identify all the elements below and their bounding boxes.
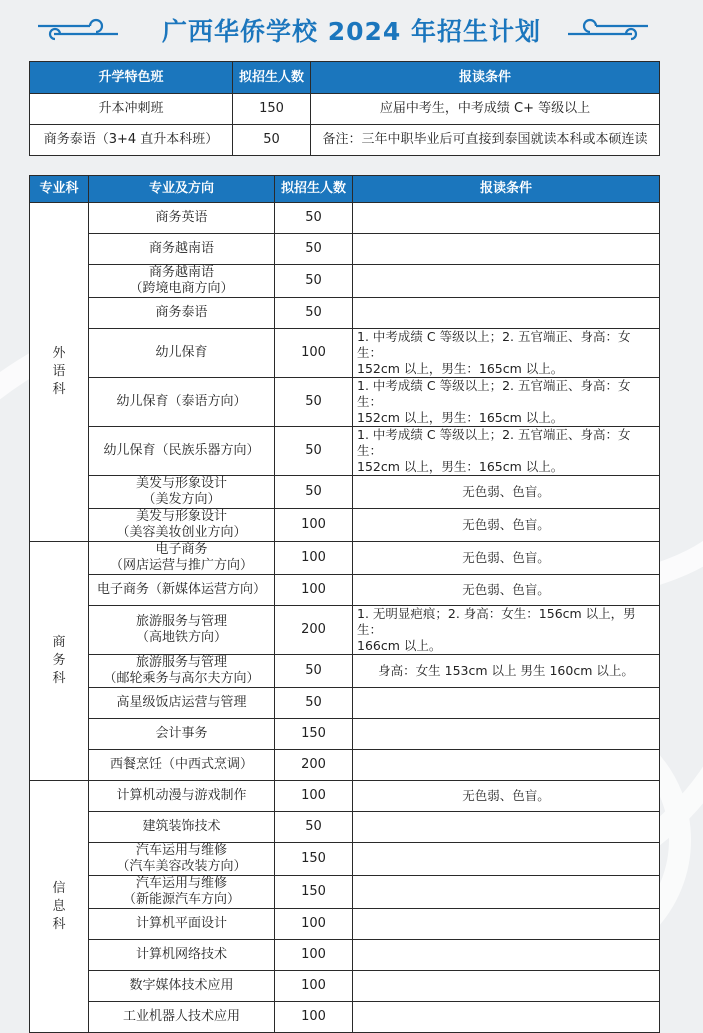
major-name [89,509,275,542]
requirement: 备注：三年中职毕业后可直接到泰国就读本科或本硕连读 [311,125,660,156]
table-row [30,606,660,655]
department-char: 外 [52,346,66,361]
requirement [353,971,660,1002]
requirement [353,688,660,719]
major-line: （美容美妆创业方向） [116,525,247,540]
table-row [30,542,660,575]
major-name [89,476,275,509]
enroll-count: 150 [275,843,353,876]
requirement [353,1002,660,1033]
class-name: 商务泰语（3+4 直升本科班） [30,125,233,156]
department-char: 信 [52,880,66,896]
major-line: 商务泰语 [155,305,208,320]
major-line: （美发方向） [142,492,221,507]
table-row [30,719,660,750]
table-row [30,781,660,812]
enrollment-plan-table [29,175,660,1033]
requirement [353,876,660,909]
column-header: 拟招生人数 [275,176,353,203]
major-line: 计算机平面设计 [135,916,227,931]
table-row [30,575,660,606]
table-row [30,94,660,125]
major-line: 幼儿保育（民族乐器方向） [103,443,260,458]
requirement [353,265,660,298]
enroll-count: 50 [275,265,353,298]
major-name [89,1002,275,1033]
special-class-table [29,61,660,156]
requirement [353,940,660,971]
major-name [89,940,275,971]
major-name [89,427,275,476]
requirement-line: 无色弱、色盲。 [462,582,550,597]
requirement-line: 身高：女生 153cm 以上 男生 160cm 以上。 [378,663,634,678]
table-row [30,298,660,329]
enroll-count: 50 [233,125,311,156]
requirement [353,329,660,378]
enroll-count: 50 [275,203,353,234]
table-row [30,876,660,909]
major-name [89,688,275,719]
column-header: 报读条件 [311,62,660,94]
requirement [353,750,660,781]
department-char: 科 [52,671,66,686]
enroll-count: 50 [275,378,353,427]
major-name [89,265,275,298]
major-line: 美发与形象设计 [135,476,227,491]
requirement [353,843,660,876]
major-line: 建筑装饰技术 [142,819,221,834]
requirement-line: 无色弱、色盲。 [462,484,550,499]
cloud-ornament-right-icon [566,14,652,44]
table-row [30,203,660,234]
table-row [30,427,660,476]
requirement [353,909,660,940]
major-line: 旅游服务与管理 [135,655,227,670]
enroll-count: 150 [275,719,353,750]
table-row [30,476,660,509]
requirement: 应届中考生，中考成绩 C+ 等级以上 [311,94,660,125]
major-name [89,542,275,575]
major-line: 美发与形象设计 [135,509,227,524]
enroll-count: 200 [275,606,353,655]
major-name [89,378,275,427]
enroll-count: 100 [275,781,353,812]
major-line: 汽车运用与维修 [135,876,227,891]
table-row [30,125,660,156]
enroll-count: 100 [275,909,353,940]
department-name [30,203,89,542]
enroll-count: 100 [275,1002,353,1033]
department-char: 科 [52,382,66,397]
major-line: （网店运营与推广方向） [109,558,253,573]
table-row [30,812,660,843]
requirement-line: 152cm 以上，男生：165cm 以上。 [357,459,564,474]
table-row [30,329,660,378]
enroll-count: 50 [275,476,353,509]
enroll-count: 100 [275,971,353,1002]
department-char: 商 [52,635,66,650]
requirement [353,509,660,542]
major-name [89,812,275,843]
major-name [89,655,275,688]
major-line: 幼儿保育（泰语方向） [116,394,247,409]
major-line: 电子商务（新媒体运营方向） [96,582,266,597]
enroll-count: 150 [275,876,353,909]
requirement [353,606,660,655]
class-name: 升本冲刺班 [30,94,233,125]
major-name [89,298,275,329]
major-line: 幼儿保育 [155,345,208,360]
department-char: 科 [52,916,66,932]
table-row [30,750,660,781]
major-name [89,781,275,812]
table-row [30,234,660,265]
requirement [353,234,660,265]
table-row [30,1002,660,1033]
major-name [89,909,275,940]
requirement [353,476,660,509]
major-line: 计算机网络技术 [135,947,227,962]
enroll-count: 50 [275,655,353,688]
major-line: （新能源汽车方向） [122,892,240,907]
major-line: 会计事务 [155,726,208,741]
department-char: 语 [52,364,66,379]
table-row [30,655,660,688]
enroll-count: 50 [275,427,353,476]
major-line: （邮轮乘务与高尔夫方向） [103,671,260,686]
major-line: 商务越南语 [148,265,214,280]
major-name [89,575,275,606]
table-row [30,971,660,1002]
requirement-line: 1. 无明显疤痕；2. 身高：女生：156cm 以上，男生： [357,606,636,637]
requirement [353,542,660,575]
major-line: 西餐烹饪（中西式烹调） [109,757,253,772]
major-name [89,971,275,1002]
table-row [30,909,660,940]
requirement [353,575,660,606]
table-row [30,688,660,719]
page-header [0,0,703,58]
table-header-row [30,176,660,203]
major-line: 商务越南语 [148,241,214,256]
column-header: 报读条件 [353,176,660,203]
major-line: （跨境电商方向） [129,281,234,296]
major-line: 旅游服务与管理 [135,614,227,629]
requirement-line: 166cm 以上。 [357,638,442,653]
enroll-count: 150 [233,94,311,125]
requirement [353,427,660,476]
requirement-line: 152cm 以上，男生：165cm 以上。 [357,410,564,425]
major-line: 高星级饭店运营与管理 [116,695,247,710]
column-header: 升学特色班 [30,62,233,94]
major-line: （高地铁方向） [135,630,227,645]
major-name [89,750,275,781]
table-header-row [30,62,660,94]
major-line: 电子商务 [155,542,208,557]
enroll-count: 50 [275,812,353,843]
requirement [353,298,660,329]
enroll-count: 50 [275,234,353,265]
major-name [89,606,275,655]
requirement [353,719,660,750]
enroll-count: 100 [275,329,353,378]
enroll-count: 100 [275,940,353,971]
department-name [30,781,89,1033]
requirement-line: 无色弱、色盲。 [462,517,550,532]
major-name [89,719,275,750]
major-line: 商务英语 [155,210,208,225]
requirement [353,781,660,812]
table-row [30,940,660,971]
enroll-count: 100 [275,509,353,542]
major-name [89,843,275,876]
requirement-line: 1. 中考成绩 C 等级以上；2. 五官端正、身高：女生： [357,378,631,409]
requirement-line: 1. 中考成绩 C 等级以上；2. 五官端正、身高：女生： [357,329,631,360]
table-row [30,378,660,427]
page-title: 广西华侨学校 2024 年招生计划 [162,17,541,46]
requirement [353,812,660,843]
major-name [89,203,275,234]
enroll-count: 50 [275,688,353,719]
major-line: 数字媒体技术应用 [129,978,234,993]
requirement [353,378,660,427]
department-char: 息 [52,898,66,914]
requirement-line: 无色弱、色盲。 [462,550,550,565]
enroll-count: 50 [275,298,353,329]
table-row [30,843,660,876]
requirement [353,655,660,688]
major-line: 工业机器人技术应用 [122,1009,240,1024]
column-header: 拟招生人数 [233,62,311,94]
enroll-count: 100 [275,575,353,606]
column-header: 专业科 [30,176,89,203]
requirement [353,203,660,234]
column-header: 专业及方向 [89,176,275,203]
major-name [89,234,275,265]
requirement-line: 1. 中考成绩 C 等级以上；2. 五官端正、身高：女生： [357,427,631,458]
department-name [30,542,89,781]
enroll-count: 100 [275,542,353,575]
major-line: 计算机动漫与游戏制作 [116,788,247,803]
major-line: 汽车运用与维修 [135,843,227,858]
major-name [89,329,275,378]
requirement-line: 152cm 以上，男生：165cm 以上。 [357,361,564,376]
table-row [30,265,660,298]
requirement-line: 无色弱、色盲。 [462,788,550,803]
department-char: 务 [52,653,66,668]
major-name [89,876,275,909]
enroll-count: 200 [275,750,353,781]
table-row [30,509,660,542]
major-line: （汽车美容改装方向） [116,859,247,874]
